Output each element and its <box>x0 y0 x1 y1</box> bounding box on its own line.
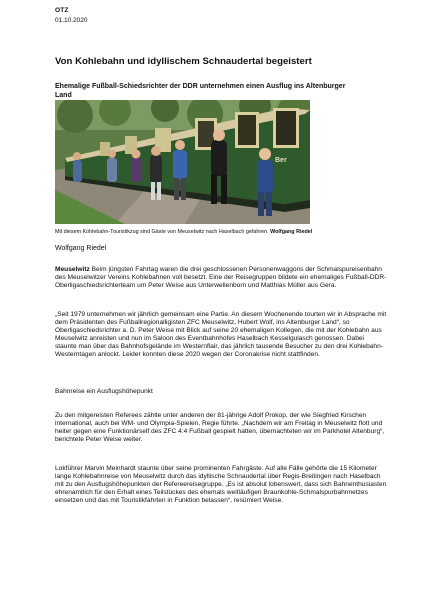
article-paragraph-2: „Seit 1979 unternehmen wir jährlich gemeinsam eine Partie. An diesem Wochenende tourten wir in Absprache mit dem Präsidenten des Fußballregionalligisten ZFC Meuselwitz, Hubert Wolf, ins Altenburger Land“, so Oberligaschiedsrichter a. D. Peter Weise mit Blick auf seine 20 ehemaligen Kollegen, die mit der Kohlebahn aus Meuselwitz anreisten und nun im Saloon des Eventbahnhofes Haselbach Kesselgulasch genossen. Dabei staunte man über das Bahnhofsgelände im Westernflair, das jährlich tausende Besucher zu den drei Kohlebahn-Westerntagen anlockt. Leider konnten diese 2020 wegen der Coronakrise nicht stattfinden. <box>55 311 387 359</box>
article-subheadline: Ehemalige Fußball-Schiedsrichter der DDR unternehmen einen Ausflug ins Altenburger Land <box>55 83 346 99</box>
article-subheading: Bahnreise ein Ausflugshöhepunkt <box>55 388 153 395</box>
publication-date: 01.10.2020 <box>55 17 88 24</box>
article-paragraph-4: Lokführer Marvin Meinhardt staunte über seine prominenten Fahrgäste. Auf alle Fälle gehörte die 15 Kilometer lange Kohlebahnreise von Meuselwitz durch das idyllische Schnaudertal über Regis-Breitingen nach Haselbach mit zu den Ausflugshöhepunkten der Refereereisegruppe. „Es ist absolut lobenswert, dass sich Bahnenthusiasten ehrenamtlich für den Erhalt eines Teilstückes des ehemals weitläufigen Braunkohle-Schmalspurbahnnetzes einsetzen und das mit Touristikfahrten in Funktion belassen“, resümiert Weise. <box>55 465 387 505</box>
article-headline: Von Kohlebahn und idyllischem Schnaudertal begeistert <box>55 56 312 67</box>
article-paragraph-3: Zu den mitgereisten Referees zählte unter anderen der 81-jährige Adolf Prokop, der wie Siegfried Kirschen international, auch bei WM- und Olympia-Spielen, Regie führte. „Nachdem wir am Freitag in Meuselwitz flott und heiter gegen eine Funktionärself des ZFC 4:4 Fußball gespielt hatten, übernachteten wir im Parkhotel Altenburg“, berichtete Peter Weise weiter. <box>55 412 385 444</box>
article-byline: Wolfgang Riedel <box>55 245 107 252</box>
caption-text: Mit diesem Kohlebahn-Touristikzug sind Gäste von Meuselwitz nach Haselbach gefahren. <box>55 229 269 235</box>
photo-caption <box>55 229 385 236</box>
photo-credit: Wolfgang Riedel <box>270 229 313 235</box>
article-paragraph-1 <box>55 266 387 290</box>
train-photo-illustration <box>55 100 310 224</box>
dateline: Meuselwitz <box>55 266 90 273</box>
carriage-label: Ber <box>275 157 287 164</box>
newspaper-source: OTZ <box>55 7 69 14</box>
paragraph-1-text: Beim jüngsten Fahrtag waren die drei geschlossenen Personenwaggons der Schmalspureisenbahn des Meuselwitzer Vereins Kohlebahnen voll besetzt. Eine der Reisegruppen bildete ein ehemaliges Fußball-DDR-Oberligaschiedsrichterteam um Peter Weise aus Unterwellenborn und Matthias Müller aus Gera. <box>55 266 387 290</box>
article-photo <box>55 100 310 224</box>
